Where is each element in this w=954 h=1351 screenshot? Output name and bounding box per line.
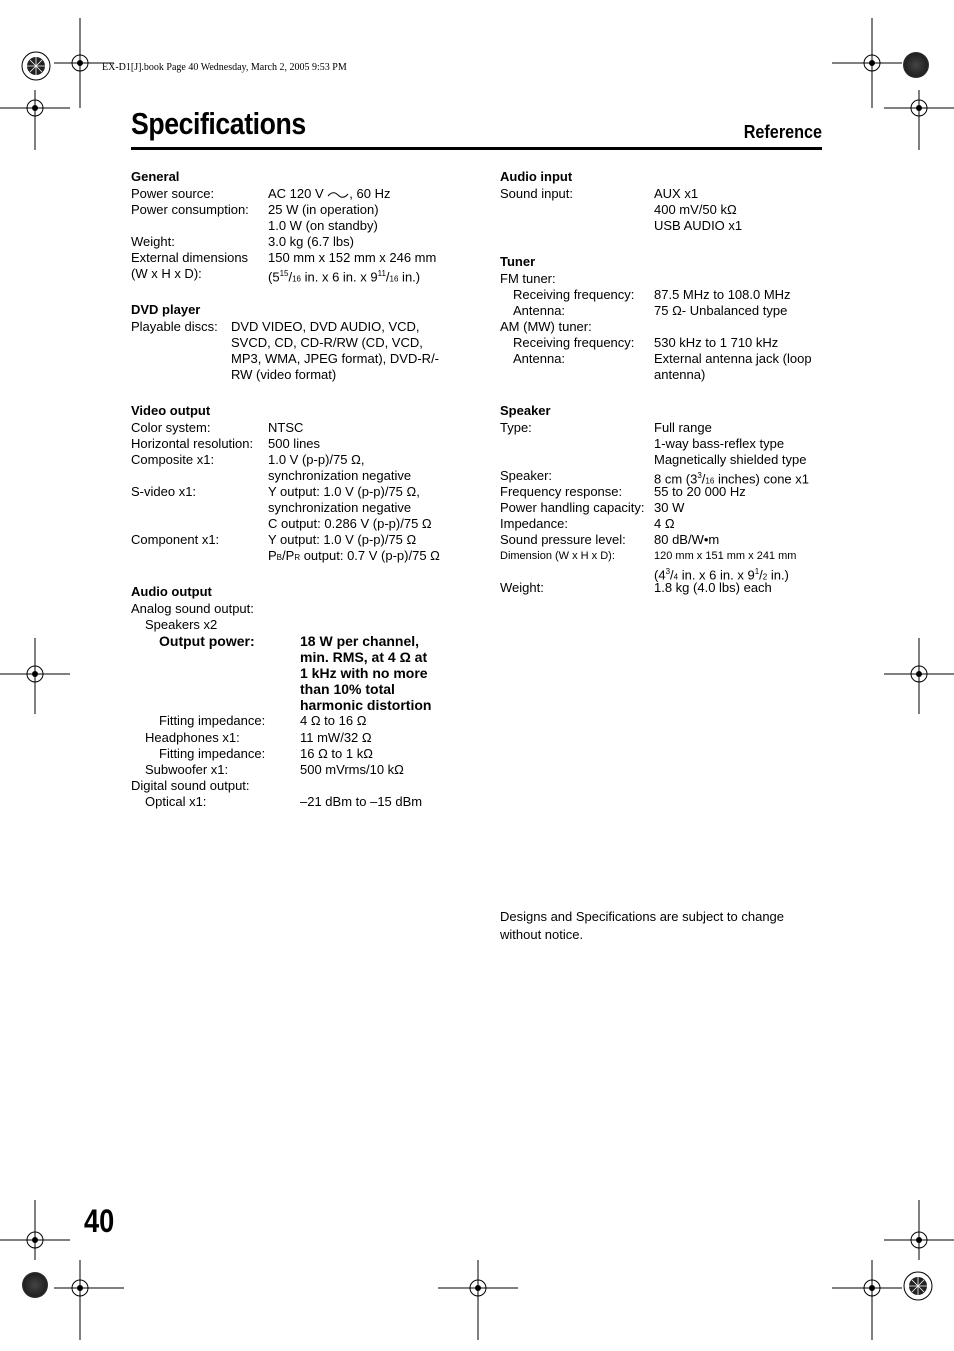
section-heading: General — [131, 169, 180, 184]
spec-label: Component x1: — [131, 532, 220, 547]
spec-value: 25 W (in operation) — [268, 202, 379, 217]
gray-registration-dot — [903, 52, 929, 78]
spec-label: Antenna: — [513, 303, 566, 318]
spec-label: Sound pressure level: — [500, 532, 626, 547]
spec-value: 1.8 kg (4.0 lbs) each — [654, 580, 772, 595]
spec-value: 400 mV/50 kΩ — [654, 202, 737, 217]
crosshair-mark — [832, 1260, 902, 1340]
spec-value: 80 dB/W•m — [654, 532, 720, 547]
spec-label: Playable discs: — [131, 319, 218, 334]
spec-value: min. RMS, at 4 Ω at — [300, 649, 428, 665]
spec-value: 500 lines — [268, 436, 321, 451]
crosshair-mark — [884, 638, 954, 714]
spec-value: 55 to 20 000 Hz — [654, 484, 746, 499]
title-rule — [131, 147, 822, 150]
section-heading: Tuner — [500, 254, 536, 269]
section-heading: Audio output — [131, 584, 212, 599]
spec-value: PB/PR output: 0.7 V (p-p)/75 Ω — [268, 548, 440, 563]
registration-mark — [18, 48, 54, 84]
section-heading: Audio input — [500, 169, 573, 184]
spec-value: synchronization negative — [268, 500, 412, 515]
spec-label: Power consumption: — [131, 202, 249, 217]
spec-label: Optical x1: — [145, 794, 207, 809]
spec-label: Dimension (W x H x D): — [500, 550, 615, 562]
spec-value: 11 mW/32 Ω — [300, 730, 372, 745]
spec-label: Frequency response: — [500, 484, 623, 499]
spec-value: MP3, WMA, JPEG format), DVD-R/- — [231, 351, 440, 366]
spec-value: 1 kHz with no more — [300, 665, 428, 681]
spec-value: Magnetically shielded type — [654, 452, 807, 467]
ac-wave-icon — [327, 190, 349, 200]
spec-value: 4 Ω — [654, 516, 675, 531]
registration-mark — [900, 1268, 936, 1304]
note-line: without notice. — [500, 927, 584, 942]
spec-value: 4 Ω to 16 Ω — [300, 713, 367, 728]
spec-value: C output: 0.286 V (p-p)/75 Ω — [268, 516, 432, 531]
spec-value: ($5^{15}/16$ in. x 6 in. x $9^{11}/16$ in.) — [268, 269, 421, 285]
spec-label: Sound input: — [500, 186, 574, 201]
spec-value: SVCD, CD, CD-R/RW (CD, VCD, — [231, 335, 423, 350]
spec-value: antenna) — [654, 367, 706, 382]
spec-label: Antenna: — [513, 351, 566, 366]
spec-value: 3.0 kg (6.7 lbs) — [268, 234, 354, 249]
spec-label: External dimensions — [131, 250, 249, 265]
spec-label: Color system: — [131, 420, 211, 435]
spec-label: AM (MW) tuner: — [500, 319, 592, 334]
section-label: Reference — [743, 122, 822, 142]
spec-label: Subwoofer x1: — [145, 762, 229, 777]
spec-label: Headphones x1: — [145, 730, 240, 745]
spec-value: DVD VIDEO, DVD AUDIO, VCD, — [231, 319, 420, 334]
book-info-line: EX-D1[J].book Page 40 Wednesday, March 2, 2005 9:53 PM — [102, 62, 347, 73]
spec-label: S-video x1: — [131, 484, 197, 499]
spec-value: 75 Ω- Unbalanced type — [654, 303, 788, 318]
spec-label: Analog sound output: — [131, 601, 254, 616]
spec-label: Speakers x2 — [145, 617, 218, 632]
spec-value: 1.0 W (on standby) — [268, 218, 378, 233]
spec-value: NTSC — [268, 420, 304, 435]
spec-value: 18 W per channel, — [300, 633, 420, 649]
note-line: Designs and Specifications are subject to change — [500, 909, 785, 924]
spec-label: Fitting impedance: — [159, 713, 266, 728]
spec-label: Output power: — [159, 633, 255, 649]
spec-value: 1-way bass-reflex type — [654, 436, 785, 451]
section-heading: DVD player — [131, 302, 201, 317]
spec-value: 530 kHz to 1 710 kHz — [654, 335, 779, 350]
spec-label: Power handling capacity: — [500, 500, 645, 515]
spec-value: harmonic distortion — [300, 697, 432, 713]
spec-value: AUX x1 — [654, 186, 699, 201]
spec-value: Full range — [654, 420, 712, 435]
spec-value: External antenna jack (loop — [654, 351, 812, 366]
spec-value: AC 120 V , 60 Hz — [268, 186, 391, 201]
page-number: 40 — [84, 1203, 115, 1239]
spec-label: Impedance: — [500, 516, 568, 531]
spec-label: (W x H x D): — [131, 266, 202, 281]
spec-value: 120 mm x 151 mm x 241 mm — [654, 550, 797, 562]
spec-label: Composite x1: — [131, 452, 215, 467]
spec-value: RW (video format) — [231, 367, 337, 382]
spec-value: Y output: 1.0 V (p-p)/75 Ω — [268, 532, 417, 547]
spec-value: 1.0 V (p-p)/75 Ω, — [268, 452, 365, 467]
spec-label: Weight: — [131, 234, 175, 249]
gray-registration-dot — [22, 1272, 48, 1298]
spec-value: synchronization negative — [268, 468, 412, 483]
spec-label: Power source: — [131, 186, 215, 201]
spec-label: FM tuner: — [500, 271, 556, 286]
spec-value: –21 dBm to –15 dBm — [300, 794, 423, 809]
page-title: Specifications — [131, 106, 306, 141]
crosshair-mark — [0, 1200, 70, 1260]
crosshair-mark — [0, 638, 70, 714]
spec-value: Y output: 1.0 V (p-p)/75 Ω, — [268, 484, 420, 499]
spec-label: Speaker: — [500, 468, 553, 483]
crosshair-mark — [884, 1200, 954, 1260]
spec-label: Digital sound output: — [131, 778, 250, 793]
spec-value: than 10% total — [300, 681, 395, 697]
crosshair-mark — [438, 1260, 518, 1340]
spec-label: Horizontal resolution: — [131, 436, 254, 451]
spec-value: 150 mm x 152 mm x 246 mm — [268, 250, 437, 265]
spec-label: Receiving frequency: — [513, 287, 635, 302]
crosshair-mark — [884, 90, 954, 150]
spec-value: 30 W — [654, 500, 685, 515]
spec-label: Fitting impedance: — [159, 746, 266, 761]
section-heading: Video output — [131, 403, 211, 418]
spec-label: Weight: — [500, 580, 544, 595]
spec-value: USB AUDIO x1 — [654, 218, 743, 233]
crosshair-mark — [54, 1260, 124, 1340]
spec-value: 16 Ω to 1 kΩ — [300, 746, 373, 761]
section-heading: Speaker — [500, 403, 551, 418]
spec-value: ($4^3/4$ in. x 6 in. x $9^1/2$ in.) — [654, 567, 789, 583]
spec-value: 8 cm ($3^3/16$ inches) cone x1 — [654, 471, 809, 487]
spec-label: Receiving frequency: — [513, 335, 635, 350]
spec-value: 500 mVrms/10 kΩ — [300, 762, 404, 777]
spec-label: Type: — [500, 420, 532, 435]
crosshair-mark — [0, 90, 70, 150]
spec-value: 87.5 MHz to 108.0 MHz — [654, 287, 791, 302]
